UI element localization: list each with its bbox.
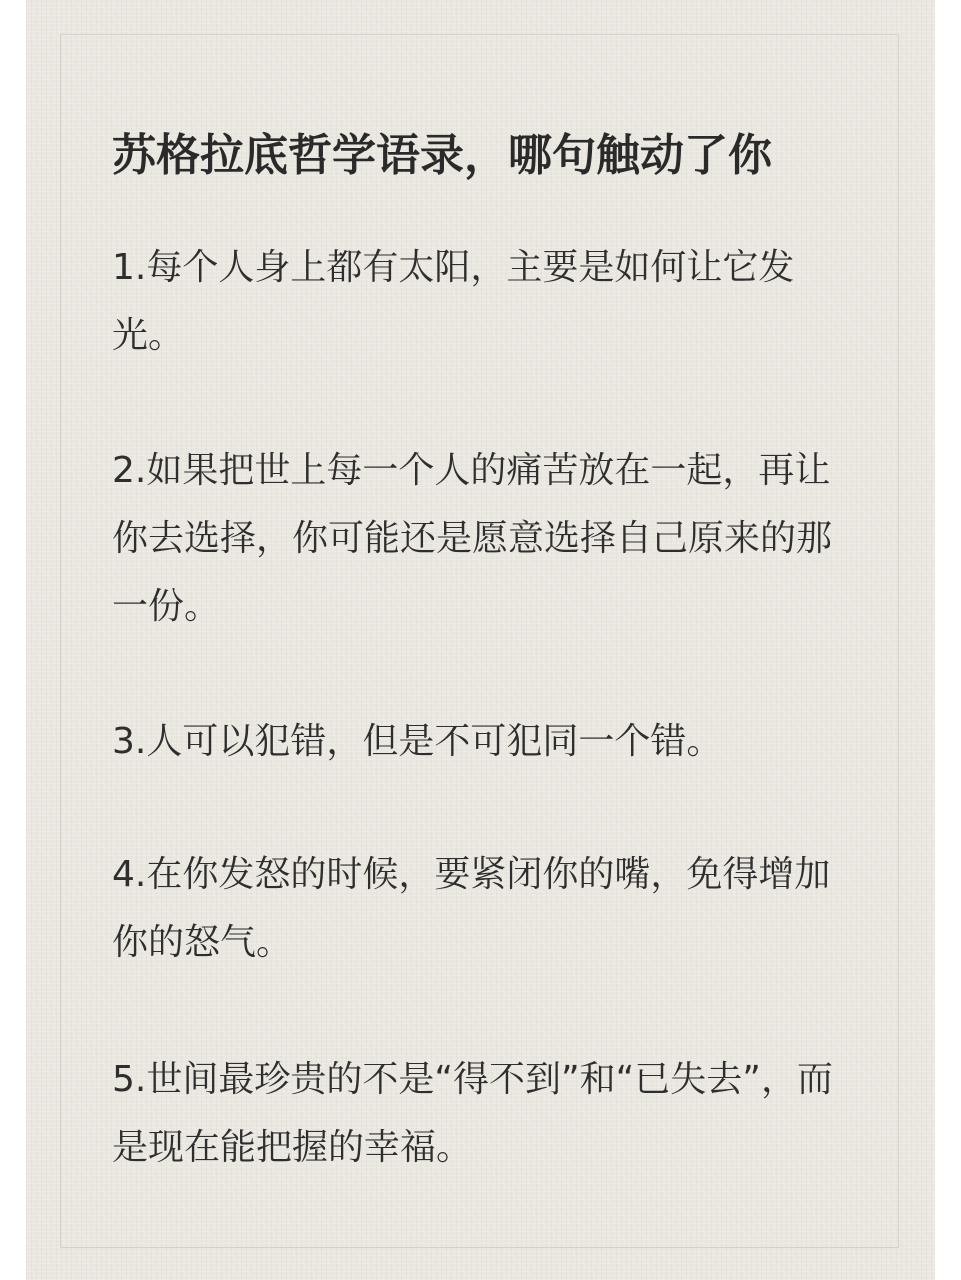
quote-5: 5.世间最珍贵的不是“得不到”和“已失去”，而是现在能把握的幸福。 — [112, 1059, 833, 1168]
quote-3: 3.人可以犯错，但是不可犯同一个错。 — [112, 721, 723, 762]
quote-1: 1.每个人身上都有太阳，主要是如何让它发光。 — [112, 247, 795, 356]
quote-4: 4.在你发怒的时候，要紧闭你的嘴，免得增加你的怒气。 — [112, 854, 831, 963]
paper-background — [26, 0, 935, 1280]
quote-2: 2.如果把世上每一个人的痛苦放在一起，再让你去选择，你可能还是愿意选择自己原来的那一份。 — [112, 450, 833, 627]
page-title: 苏格拉底哲学语录，哪句触动了你 — [112, 130, 772, 181]
